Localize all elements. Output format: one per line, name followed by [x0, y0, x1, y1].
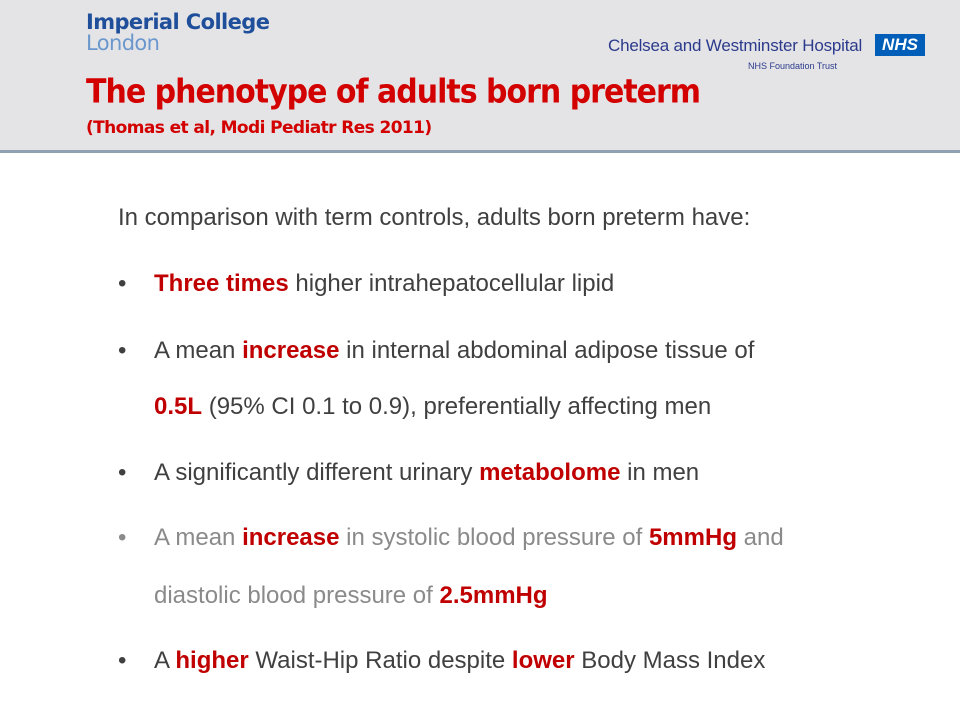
header-divider [0, 150, 960, 153]
imperial-college-logo [86, 12, 269, 54]
highlight-text: Three times [154, 270, 289, 297]
bullet-text-part: A mean [154, 524, 243, 551]
bullet-text-part: A [154, 647, 176, 674]
intro-text: In comparison with term controls, adults born preterm have: [118, 204, 751, 231]
bullet-text-part: (95% CI 0.1 to 0.9), preferentially affecting men [202, 393, 712, 420]
highlight-text: 0.5L [154, 393, 203, 420]
highlight-text: 2.5mmHg [439, 582, 548, 609]
slide-title: The phenotype of adults born preterm [86, 73, 701, 112]
logo-line1: Imperial College [86, 10, 270, 34]
slide-subtitle: (Thomas et al, Modi Pediatr Res 2011) [86, 118, 432, 138]
bullet-icon: • [118, 647, 127, 674]
bullet-text [154, 582, 548, 610]
bullet-text-part: in systolic blood pressure of [339, 524, 649, 551]
bullet-icon: • [118, 270, 127, 297]
highlight-text: increase [242, 524, 340, 551]
bullet-icon: • [118, 524, 127, 551]
nhs-trust-name: NHS Foundation Trust [748, 61, 838, 71]
bullet-text [154, 337, 754, 365]
bullet-text-part: higher intrahepatocellular lipid [288, 270, 615, 297]
highlight-text: 5mmHg [648, 524, 737, 551]
bullet-text-part: Waist-Hip Ratio despite [248, 647, 512, 674]
bullet-text [154, 459, 699, 487]
bullet-icon: • [118, 337, 127, 364]
bullet-text [154, 270, 614, 298]
bullet-icon: • [118, 459, 127, 486]
bullet-text-part: diastolic blood pressure of [154, 582, 440, 609]
bullet-text-part: and [736, 524, 784, 551]
bullet-text [154, 647, 765, 675]
bullet-text [154, 393, 711, 421]
bullet-text-part: A significantly different urinary [154, 459, 480, 486]
highlight-text: increase [242, 337, 340, 364]
hospital-name: Chelsea and Westminster Hospital [608, 36, 863, 55]
nhs-badge: NHS [875, 34, 925, 56]
logo-line2: London [86, 31, 160, 55]
highlight-text: lower [511, 647, 575, 674]
highlight-text: metabolome [479, 459, 621, 486]
bullet-text-part: in men [620, 459, 700, 486]
highlight-text: higher [175, 647, 249, 674]
bullet-text-part: in internal abdominal adipose tissue of [339, 337, 755, 364]
bullet-text [154, 524, 784, 552]
bullet-text-part: Body Mass Index [574, 647, 766, 674]
bullet-text-part: A mean [154, 337, 243, 364]
